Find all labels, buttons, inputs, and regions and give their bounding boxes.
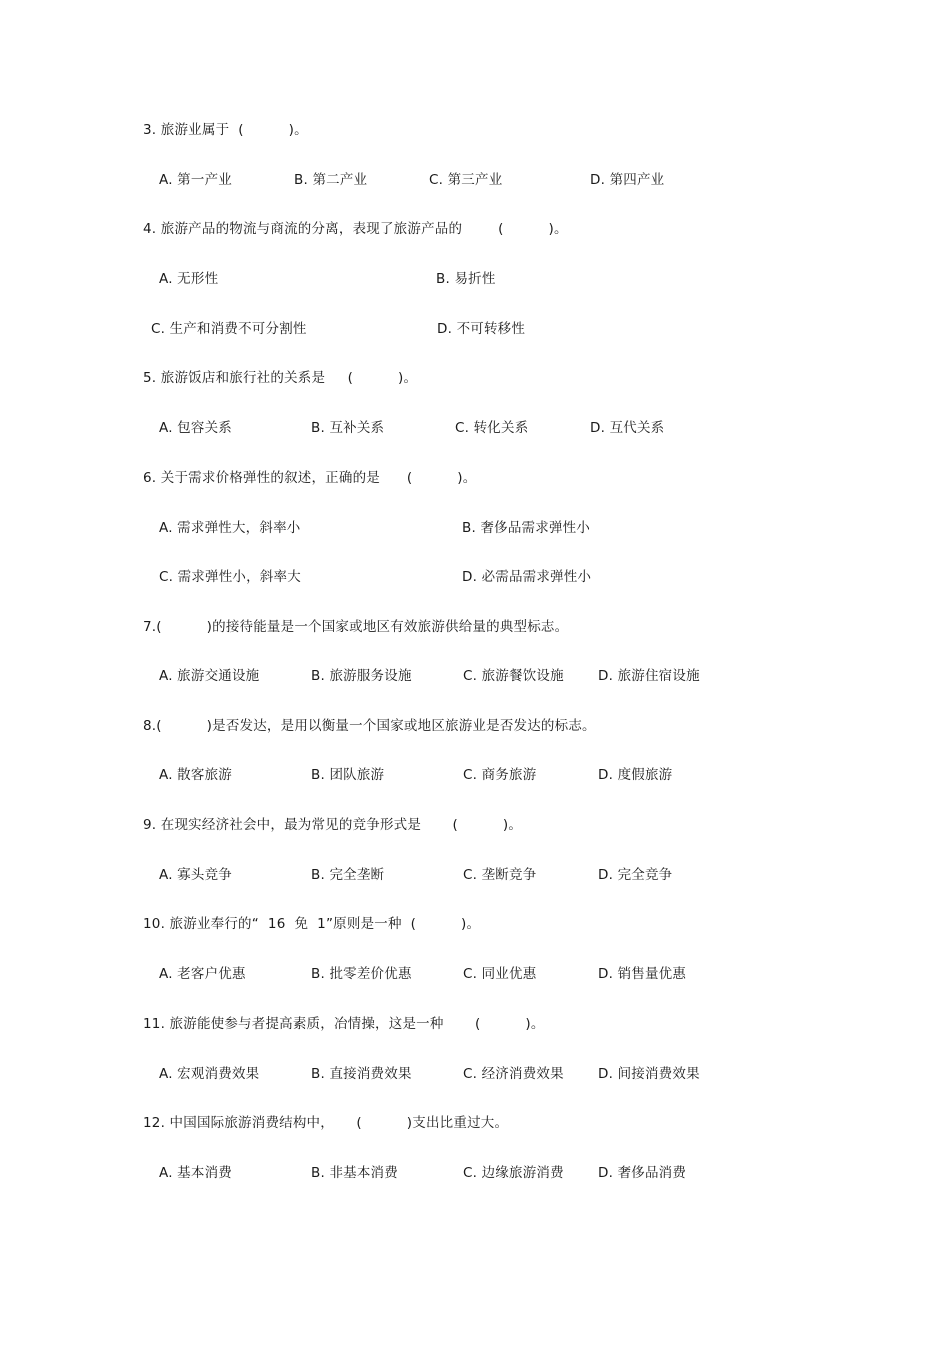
- option-5a: A. 包容关系: [159, 420, 232, 436]
- option-4c: C. 生产和消费不可分割性: [151, 321, 307, 337]
- option-6b: B. 奢侈品需求弹性小: [462, 520, 591, 536]
- option-4d: D. 不可转移性: [437, 321, 526, 337]
- option-4b: B. 易折性: [436, 271, 496, 287]
- question-stem-5: 5. 旅游饭店和旅行社的关系是 ( )。: [143, 370, 418, 386]
- option-5d: D. 互代关系: [590, 420, 665, 436]
- option-9c: C. 垄断竞争: [463, 867, 537, 883]
- question-stem-11: 11. 旅游能使参与者提高素质，冶情操，这是一种 ( )。: [143, 1016, 545, 1032]
- option-5c: C. 转化关系: [455, 420, 529, 436]
- option-11a: A. 宏观消费效果: [159, 1066, 260, 1082]
- option-4a: A. 无形性: [159, 271, 219, 287]
- option-10d: D. 销售量优惠: [598, 966, 687, 982]
- question-stem-3: 3. 旅游业属于 ( )。: [143, 122, 308, 138]
- option-7d: D. 旅游住宿设施: [598, 668, 700, 684]
- option-7a: A. 旅游交通设施: [159, 668, 260, 684]
- option-8c: C. 商务旅游: [463, 767, 537, 783]
- option-6c: C. 需求弹性小，斜率大: [159, 569, 301, 585]
- option-9a: A. 寡头竞争: [159, 867, 232, 883]
- option-12a: A. 基本消费: [159, 1165, 232, 1181]
- question-stem-10: 10. 旅游业奉行的“ 16 免 1”原则是一种 ( )。: [143, 916, 481, 932]
- option-9b: B. 完全垄断: [311, 867, 385, 883]
- option-3c: C. 第三产业: [429, 172, 503, 188]
- option-12b: B. 非基本消费: [311, 1165, 398, 1181]
- option-9d: D. 完全竞争: [598, 867, 673, 883]
- option-10c: C. 同业优惠: [463, 966, 537, 982]
- question-stem-7: 7.( )的接待能量是一个国家或地区有效旅游供给量的典型标志。: [143, 619, 569, 635]
- option-3a: A. 第一产业: [159, 172, 232, 188]
- option-12c: C. 边缘旅游消费: [463, 1165, 564, 1181]
- option-3d: D. 第四产业: [590, 172, 665, 188]
- option-6d: D. 必需品需求弹性小: [462, 569, 592, 585]
- question-stem-9: 9. 在现实经济社会中，最为常见的竞争形式是 ( )。: [143, 817, 523, 833]
- question-stem-8: 8.( )是否发达，是用以衡量一个国家或地区旅游业是否发达的标志。: [143, 718, 596, 734]
- option-8a: A. 散客旅游: [159, 767, 232, 783]
- option-10b: B. 批零差价优惠: [311, 966, 412, 982]
- option-11d: D. 间接消费效果: [598, 1066, 700, 1082]
- option-5b: B. 互补关系: [311, 420, 385, 436]
- question-stem-4: 4. 旅游产品的物流与商流的分离，表现了旅游产品的 ( )。: [143, 221, 568, 237]
- option-8b: B. 团队旅游: [311, 767, 385, 783]
- question-stem-6: 6. 关于需求价格弹性的叙述，正确的是 ( )。: [143, 470, 477, 486]
- option-11c: C. 经济消费效果: [463, 1066, 564, 1082]
- option-7c: C. 旅游餐饮设施: [463, 668, 564, 684]
- option-11b: B. 直接消费效果: [311, 1066, 412, 1082]
- option-10a: A. 老客户优惠: [159, 966, 246, 982]
- option-3b: B. 第二产业: [294, 172, 368, 188]
- option-12d: D. 奢侈品消费: [598, 1165, 687, 1181]
- option-6a: A. 需求弹性大，斜率小: [159, 520, 301, 536]
- option-8d: D. 度假旅游: [598, 767, 673, 783]
- option-7b: B. 旅游服务设施: [311, 668, 412, 684]
- question-stem-12: 12. 中国国际旅游消费结构中， ( )支出比重过大。: [143, 1115, 509, 1131]
